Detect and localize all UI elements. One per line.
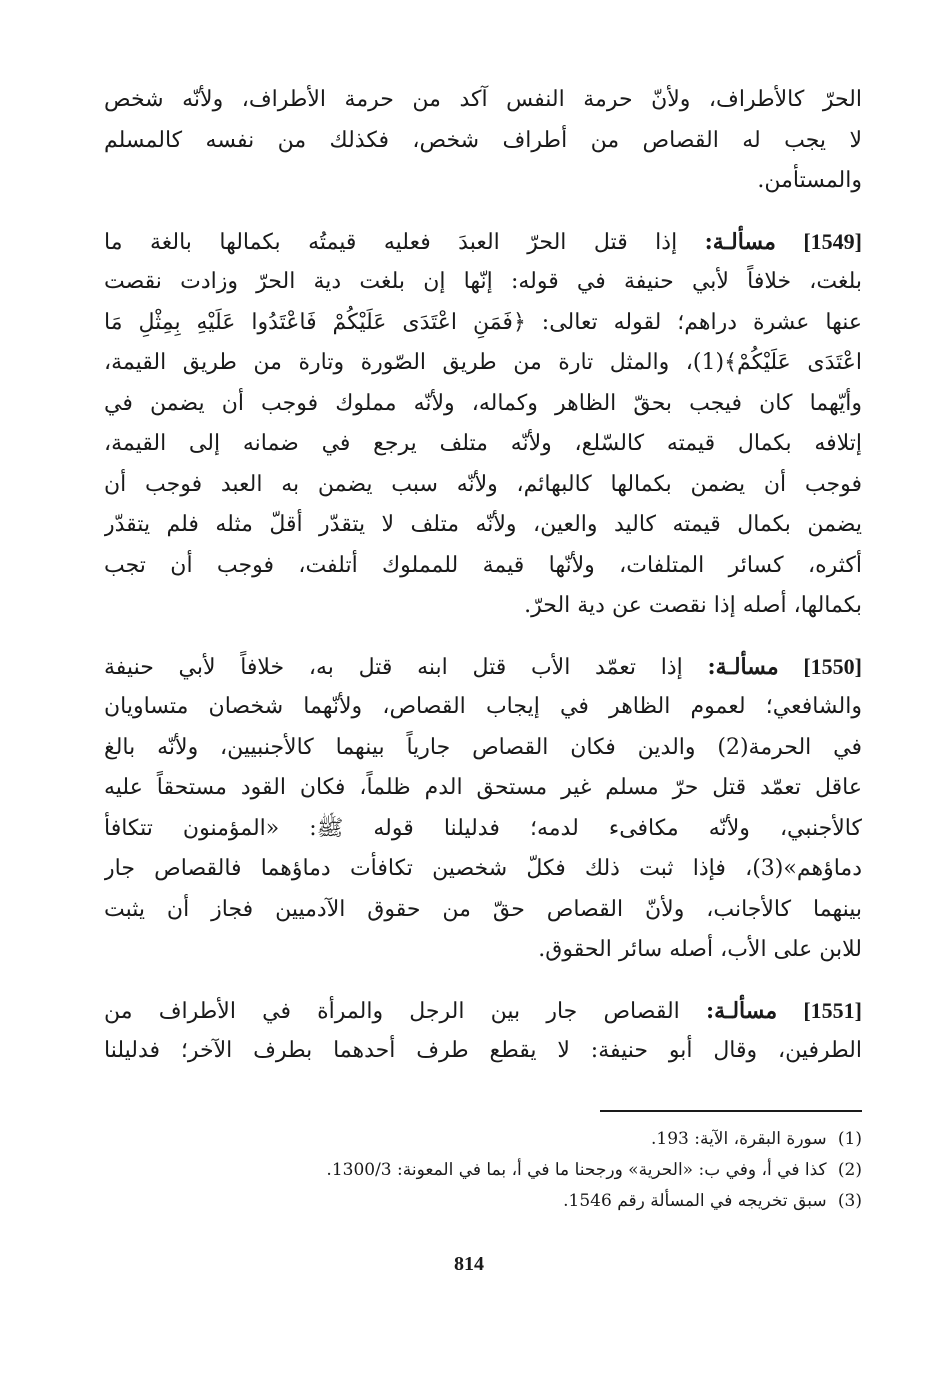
issue-text: القصاص جار بين الرجل والمرأة في الأطراف من — [104, 998, 706, 1024]
text-line: والمستأمن. — [757, 168, 862, 193]
text-line: والشافعي؛ لعموم الظاهر في إيجاب القصاص، ولأنّهما شخصان متساويان — [104, 694, 862, 719]
text-line: اعْتَدَى عَلَيْكُمْ﴾(1)، والمثل تارة من طريق الصّورة وتارة من طريق القيمة، — [104, 350, 862, 375]
footnote — [104, 1124, 862, 1155]
issue-number: [1550] — [803, 653, 862, 679]
text-line: للابن على الأب، أصله سائر الحقوق. — [538, 937, 862, 962]
text-line: في الحرمة(2) والدين فكان القصاص جارياً بينهما كالأجنبيين، ولأنّه بالغ — [104, 734, 862, 760]
issue-keyword: مسألـة: — [705, 997, 778, 1024]
footnote-divider — [600, 1110, 862, 1112]
text-line: عاقل تعمّد قتل حرّ مسلم غير مستحق الدم ظلماً، فكان القود مستحقاً عليه — [104, 775, 862, 800]
main-text — [104, 80, 862, 1092]
text-line — [104, 222, 862, 263]
footnote-number: (3) — [837, 1191, 862, 1211]
footnote-text: سبق تخريجه في المسألة رقم 1546. — [563, 1191, 827, 1211]
text-line: لا يجب له القصاص من أطراف شخص، فكذلك من نفسه كالمسلم — [104, 127, 862, 153]
paragraph-continuation — [104, 80, 862, 202]
issue-number: [1551] — [803, 997, 862, 1023]
text-line: إتلافه بكمال قيمته كالسّلع، ولأنّه متلف يرجع في ضمانه إلى القيمة، — [104, 431, 862, 456]
issue-1549 — [104, 222, 862, 627]
issue-1550 — [104, 647, 862, 971]
footnote — [104, 1186, 862, 1217]
issue-keyword: مسألـة: — [707, 653, 779, 680]
text-line: الطرفين، وقال أبو حنيفة: لا يقطع طرف أحدهما بطرف الآخر؛ فدليلنا — [104, 1038, 862, 1063]
footnotes — [104, 1124, 862, 1217]
text-line — [104, 647, 862, 688]
text-line: دماؤهم»(3)، فإذا ثبت ذلك فكلّ شخصين تكافأت دماؤهما فالقصاص جار — [104, 856, 862, 881]
footnote-text: سورة البقرة، الآية: 193. — [650, 1129, 827, 1149]
issue-text: إذا تعمّد الأب قتل ابنه قتل به، خلافاً لأبي حنيفة — [104, 654, 708, 680]
footnote — [104, 1155, 862, 1186]
issue-keyword: مسألـة: — [704, 228, 776, 255]
footnote-number: (1) — [837, 1129, 862, 1149]
text-line: يضمن بكمال قيمته كاليد والعين، ولأنّه متلف لا يتقدّر أقلّ مثله فلم يتقدّر — [104, 512, 862, 537]
page-number: 814 — [454, 1253, 484, 1275]
issue-1551 — [104, 991, 862, 1072]
text-line: بكمالها، أصله إذا نقصت عن دية الحرّ. — [524, 593, 862, 618]
footnote-number: (2) — [837, 1160, 862, 1180]
text-line: الحرّ كالأطراف، ولأنّ حرمة النفس آكد من حرمة الأطراف، ولأنّه شخص — [104, 87, 862, 112]
footnote-text: كذا في أ، وفي ب: «الحرية» ورجحنا ما في أ، بما في المعونة: 1300/3. — [326, 1160, 827, 1180]
text-line: عنها عشرة دراهم؛ لقوله تعالى: ﴿فَمَنِ اعْتَدَى عَلَيْكُمْ فَاعْتَدُوا عَلَيْهِ بِمِثْلِ مَا — [104, 309, 862, 335]
text-line — [104, 991, 862, 1032]
text-line: كالأجنبي، ولأنّه مكافىء لدمه؛ فدليلنا قوله ﷺ: «المؤمنون تتكافأ — [104, 815, 862, 841]
text-line: أكثره، كسائر المتلفات، ولأنّها قيمة للمملوك أتلفت، فوجب أن تجب — [104, 552, 862, 578]
issue-number: [1549] — [803, 228, 862, 254]
text-line: بلغت، خلافاً لأبي حنيفة في قوله: إنّها إن بلغت دية الحرّ وزادت نقصت — [104, 269, 862, 294]
text-line: وأيّهما كان فيجب بحقّ الظاهر وكماله، ولأنّه مملوك فوجب أن يضمن في — [104, 390, 862, 416]
text-line: بينهما كالأجانب، ولأنّ القصاص حقّ من حقوق الآدميين فجاز أن يثبت — [104, 896, 862, 922]
issue-text: إذا قتل الحرّ العبدَ فعليه قيمتُه بكمالها بالغة ما — [104, 229, 705, 255]
text-line: فوجب أن يضمن بكمالها كالبهائم، ولأنّه سبب يضمن به العبد فوجب أن — [104, 471, 862, 497]
